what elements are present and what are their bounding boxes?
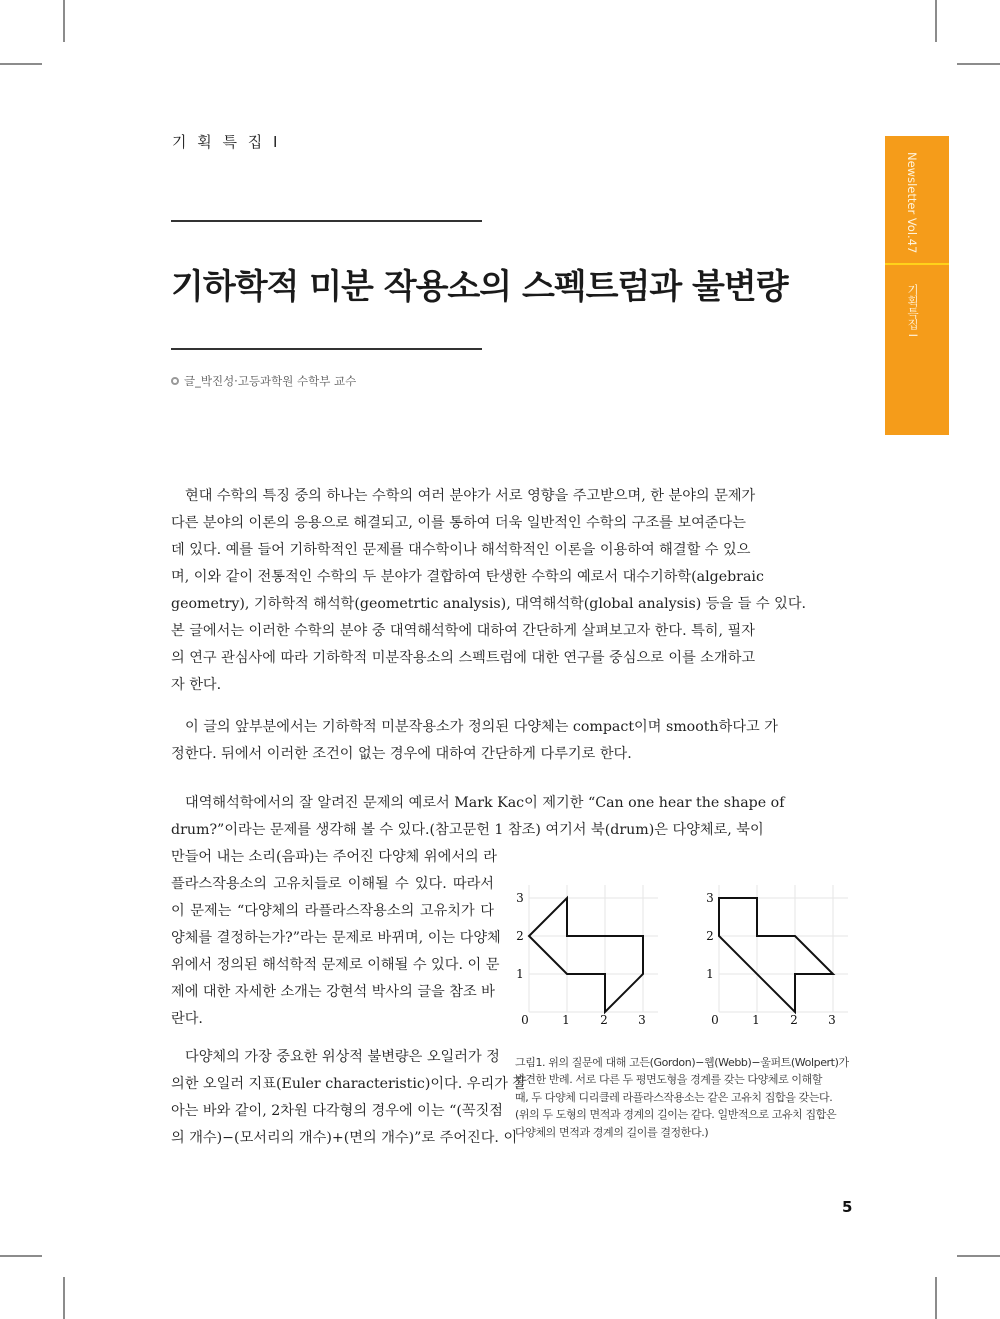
text-line: 제에 대한 자세한 소개는 강현석 박사의 글을 참조 바 [171, 984, 495, 1000]
text-line: 본 글에서는 이러한 수학의 분야 중 대역해석학에 대하여 간단하게 살펴보고자 한다. 특히, 필자 [171, 623, 755, 639]
figure-left-polygon [505, 880, 670, 1030]
text-line: geometry), 기하학적 해석학(geometrtic analysis), 대역해석학(global analysis) 등을 들 수 있다. [171, 596, 807, 612]
byline-text: 글_박진성·고등과학원 수학부 교수 [184, 374, 357, 388]
side-tab-section: 기획특집 I [906, 284, 920, 338]
byline [171, 373, 356, 389]
text-line: 의한 오일러 지표(Euler characteristic)이다. 우리가 잘 [171, 1076, 527, 1092]
bullet-circle-icon [171, 377, 179, 385]
title-bottom-rule [171, 348, 482, 350]
figure-right-polygon [695, 880, 860, 1030]
svg-text:3: 3 [828, 1013, 836, 1027]
text-line: 란다. [171, 1011, 203, 1027]
svg-text:2: 2 [706, 929, 714, 943]
side-tab [885, 136, 949, 435]
svg-text:1: 1 [562, 1013, 570, 1027]
svg-text:2: 2 [600, 1013, 608, 1027]
caption-line: 다양체의 면적과 경계의 길이를 결정한다.) [515, 1125, 709, 1139]
svg-text:3: 3 [638, 1013, 646, 1027]
text-line: 만들어 내는 소리(음파)는 주어진 다양체 위에서의 라 [171, 849, 497, 865]
svg-text:3: 3 [706, 891, 714, 905]
page-title: 기하학적 미분 작용소의 스펙트럼과 불변량 [171, 267, 788, 307]
svg-text:1: 1 [752, 1013, 760, 1027]
svg-text:0: 0 [711, 1013, 719, 1027]
crop-mark-tl-h [0, 63, 42, 65]
crop-mark-tr-h [957, 63, 1000, 65]
crop-mark-bl-v [63, 1277, 65, 1319]
paragraph-mark-kac-narrow [171, 844, 501, 1033]
svg-text:0: 0 [521, 1013, 529, 1027]
svg-text:1: 1 [706, 967, 714, 981]
caption-line: (위의 두 도형의 면적과 경계의 길이는 같다. 일반적으로 고유치 집합은 [515, 1108, 837, 1122]
text-line: drum?”이라는 문제를 생각해 볼 수 있다.(참고문헌 1 참조) 여기서 북(drum)은 다양체로, 북이 [171, 822, 764, 838]
paragraph-mark-kac [171, 790, 785, 844]
text-line: 양체를 결정하는가?”라는 문제로 바뀌며, 이는 다양체 [171, 930, 501, 946]
crop-mark-tl-v [63, 0, 65, 42]
crop-mark-tr-v [935, 0, 937, 42]
text-line: 대역해석학에서의 잘 알려진 문제의 예로서 Mark Kac이 제기한 “Can one hear the shape of [185, 795, 785, 811]
title-top-rule [171, 220, 482, 222]
text-line: 아는 바와 같이, 2차원 다각형의 경우에 이는 “(꼭짓점 [171, 1103, 503, 1119]
crop-mark-bl-h [0, 1255, 42, 1257]
crop-mark-br-v [935, 1277, 937, 1319]
text-line: 플라스작용소의 고유치들로 이해될 수 있다. 따라서 [171, 876, 494, 892]
text-line: 의 개수)−(모서리의 개수)+(면의 개수)”로 주어진다. 이 [171, 1130, 518, 1146]
isospectral-shape-b [719, 898, 833, 1012]
paragraph-euler [171, 1044, 527, 1152]
text-line: 현대 수학의 특징 중의 하나는 수학의 여러 분야가 서로 영향을 주고받으며, 한 분야의 문제가 [185, 488, 756, 504]
isospectral-shape-a [529, 898, 643, 1012]
text-line: 다른 분야의 이론의 응용으로 해결되고, 이를 통하여 더욱 일반적인 수학의 구조를 보여준다는 [171, 515, 746, 531]
caption-line: 발견한 반례. 서로 다른 두 평면도형을 경계를 갖는 다양체로 이해할 [515, 1073, 823, 1087]
svg-text:1: 1 [516, 967, 524, 981]
text-line: 의 연구 관심사에 따라 기하학적 미분작용소의 스펙트럼에 대한 연구를 중심으로 이를 소개하고 [171, 650, 756, 666]
paragraph-assumptions [171, 714, 778, 768]
caption-line: 때, 두 다양체 디리클레 라플라스작용소는 같은 고유치 집합을 갖는다. [515, 1090, 833, 1104]
caption-line: 그림1. 위의 질문에 대해 고든(Gordon)−웹(Webb)−울퍼트(Wolpert)가 [515, 1056, 849, 1069]
section-label: 기 획 특 집 I [172, 133, 281, 151]
svg-text:2: 2 [790, 1013, 798, 1027]
svg-text:2: 2 [516, 929, 524, 943]
text-line: 자 한다. [171, 677, 222, 693]
text-line: 정한다. 뒤에서 이러한 조건이 없는 경우에 대하여 간단하게 다루기로 한다. [171, 746, 632, 762]
crop-mark-br-h [957, 1255, 1000, 1257]
page-number: 5 [842, 1198, 853, 1216]
text-line: 이 문제는 “다양체의 라플라스작용소의 고유치가 다 [171, 903, 494, 919]
side-tab-divider [885, 263, 949, 265]
text-line: 다양체의 가장 중요한 위상적 불변량은 오일러가 정 [185, 1049, 500, 1065]
svg-text:3: 3 [516, 891, 524, 905]
side-tab-newsletter: Newsletter Vol.47 [905, 152, 919, 254]
text-line: 위에서 정의된 해석학적 문제로 이해될 수 있다. 이 문 [171, 957, 500, 973]
text-line: 며, 이와 같이 전통적인 수학의 두 분야가 결합하여 탄생한 수학의 예로서 대수기하학(algebraic [171, 569, 764, 585]
figure-caption [515, 1054, 851, 1141]
text-line: 이 글의 앞부분에서는 기하학적 미분작용소가 정의된 다양체는 compact이며 smooth하다고 가 [185, 719, 778, 735]
text-line: 데 있다. 예를 들어 기하학적인 문제를 대수학이나 해석학적인 이론을 이용하여 해결할 수 있으 [171, 542, 751, 558]
paragraph-intro [171, 483, 807, 699]
